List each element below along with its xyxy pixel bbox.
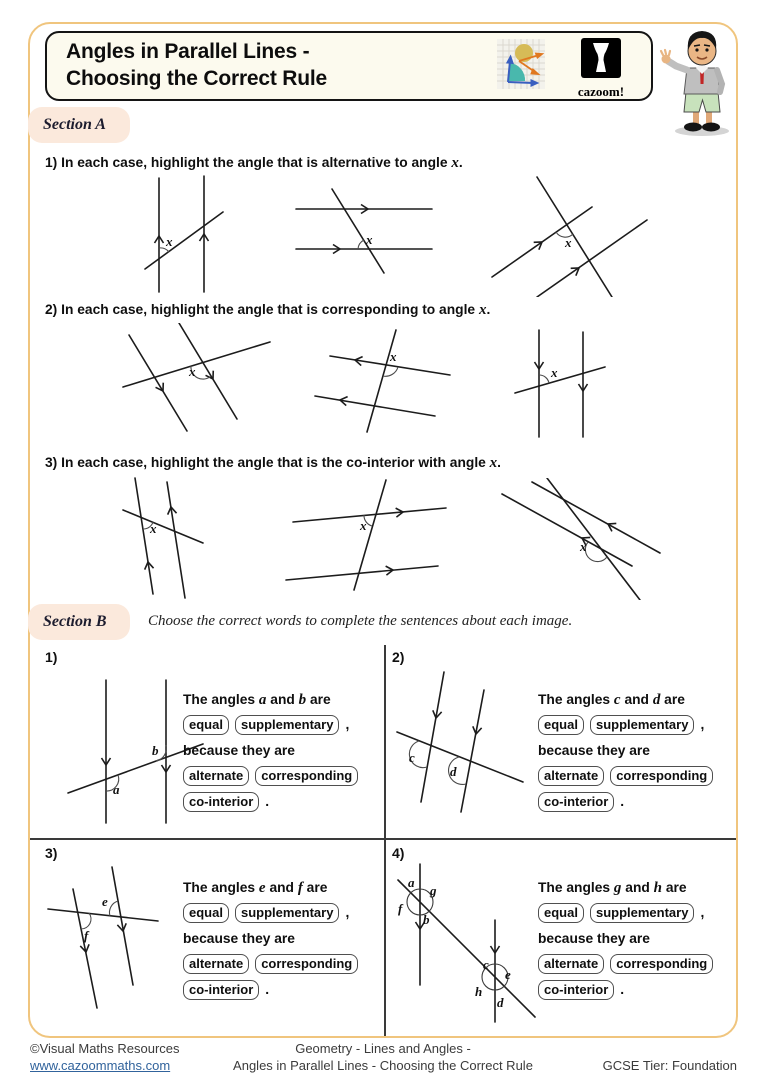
angle-label-e: e bbox=[505, 967, 511, 982]
question-a2-number: 2) bbox=[45, 302, 58, 317]
sentence-line: because they are bbox=[538, 743, 650, 758]
angle-label-h: h bbox=[475, 984, 483, 999]
question-a2: 2) In each case, highlight the angle that is corresponding to angle x. bbox=[45, 302, 491, 318]
question-a2-text: In each case, highlight the angle that is corresponding to angle bbox=[61, 302, 476, 317]
transversal-line bbox=[397, 732, 523, 782]
sentence-line: The angles a and b are bbox=[183, 692, 331, 708]
angles-illustration-icon bbox=[497, 39, 545, 89]
choice-alternate[interactable]: alternate bbox=[183, 954, 249, 974]
page-title bbox=[66, 38, 327, 92]
section-a-badge bbox=[28, 107, 130, 143]
angle-label-x: x bbox=[565, 235, 572, 250]
cazoom-logo bbox=[572, 38, 630, 100]
choice-supplementary[interactable]: supplementary bbox=[590, 903, 694, 923]
footer-topic-line-1: Geometry - Lines and Angles - bbox=[295, 1041, 471, 1056]
diagram-a2-1[interactable] bbox=[115, 323, 295, 443]
angle-label-x: x bbox=[551, 365, 558, 380]
angle-label-g: g bbox=[430, 883, 437, 898]
boy-character-illustration bbox=[656, 24, 744, 138]
parallel-line bbox=[537, 220, 647, 297]
angle-label-x: x bbox=[366, 232, 373, 247]
angle-label-c: c bbox=[483, 957, 489, 972]
transversal-line bbox=[354, 480, 386, 590]
angle-label-a: a bbox=[408, 875, 415, 890]
choice-co-interior[interactable]: co-interior bbox=[538, 980, 614, 1000]
diagram-b2[interactable] bbox=[395, 670, 545, 818]
transversal-line bbox=[547, 478, 640, 600]
parallel-line bbox=[112, 867, 133, 985]
diagram-a1-1[interactable] bbox=[137, 172, 247, 297]
transversal-line bbox=[332, 189, 384, 273]
choice-supplementary[interactable]: supplementary bbox=[235, 715, 339, 735]
parallel-line bbox=[135, 478, 153, 594]
diagram-a2-3[interactable] bbox=[495, 325, 645, 445]
angle-label-x: x bbox=[166, 234, 173, 249]
question-a1-text: In each case, highlight the angle that is alternative to angle bbox=[61, 155, 448, 170]
sentence-b3: The angles e and f are equal supplementary , because they are alternate corresponding co-interior . bbox=[183, 878, 385, 1006]
diagram-a1-2[interactable] bbox=[288, 183, 438, 278]
grid-divider-horizontal bbox=[30, 838, 736, 840]
sentence-b2: The angles c and d are equal supplementary , because they are alternate corresponding co-interior . bbox=[538, 690, 740, 818]
question-a3-number: 3) bbox=[45, 455, 58, 470]
angle-arc bbox=[81, 913, 91, 929]
title-line-2: Choosing the Correct Rule bbox=[66, 67, 328, 90]
angle-arc bbox=[109, 901, 118, 916]
angle-label-x: x bbox=[390, 349, 397, 364]
angle-label-f: f bbox=[398, 901, 403, 916]
parallel-line bbox=[286, 566, 438, 580]
angle-label-c: c bbox=[409, 750, 415, 765]
cazoom-logo-text: cazoom! bbox=[577, 84, 625, 99]
choice-equal[interactable]: equal bbox=[183, 715, 229, 735]
choice-supplementary[interactable]: supplementary bbox=[235, 903, 339, 923]
question-b3-number: 3) bbox=[45, 845, 58, 861]
parallel-line bbox=[167, 482, 185, 598]
angle-label-b: b bbox=[423, 912, 430, 927]
sentence-line: because they are bbox=[183, 743, 295, 758]
angle-label-x: x bbox=[360, 518, 367, 533]
angle-label-d: d bbox=[450, 764, 457, 779]
section-b-instruction: Choose the correct words to complete the sentences about each image. bbox=[148, 613, 573, 629]
footer-topic-line-2: Angles in Parallel Lines - Choosing the Correct Rule bbox=[233, 1058, 533, 1073]
choice-alternate[interactable]: alternate bbox=[538, 766, 604, 786]
angle-arc bbox=[358, 240, 364, 249]
choice-supplementary[interactable]: supplementary bbox=[590, 715, 694, 735]
choice-co-interior[interactable]: co-interior bbox=[538, 792, 614, 812]
choice-corresponding[interactable]: corresponding bbox=[255, 954, 358, 974]
diagram-a3-3[interactable] bbox=[492, 478, 662, 600]
sentence-line: The angles g and h are bbox=[538, 880, 687, 896]
section-b-badge bbox=[28, 604, 130, 640]
question-a3: 3) In each case, highlight the angle that is the co-interior with angle x. bbox=[45, 455, 502, 471]
diagram-b3[interactable] bbox=[30, 850, 200, 1025]
angle-label-e: e bbox=[102, 894, 108, 909]
sentence-line: The angles c and d are bbox=[538, 692, 685, 708]
sentence-line: because they are bbox=[183, 931, 295, 946]
angle-label-d: d bbox=[497, 995, 504, 1010]
question-a3-text: In each case, highlight the angle that is the co-interior with angle bbox=[61, 455, 486, 470]
choice-corresponding[interactable]: corresponding bbox=[255, 766, 358, 786]
sentence-line: The angles e and f are bbox=[183, 880, 328, 896]
parallel-line bbox=[179, 323, 237, 419]
angle-label-f: f bbox=[84, 928, 89, 943]
choice-alternate[interactable]: alternate bbox=[538, 954, 604, 974]
angle-label-b: b bbox=[152, 743, 159, 758]
question-b2-number: 2) bbox=[392, 649, 405, 665]
choice-equal[interactable]: equal bbox=[538, 903, 584, 923]
choice-corresponding[interactable]: corresponding bbox=[610, 766, 713, 786]
diagram-a3-1[interactable] bbox=[105, 472, 220, 602]
angle-label-x: x bbox=[189, 364, 196, 379]
parallel-line bbox=[293, 508, 446, 522]
choice-equal[interactable]: equal bbox=[183, 903, 229, 923]
parallel-line bbox=[315, 396, 435, 416]
cazoom-logo-mark bbox=[581, 38, 621, 78]
section-b-label: Section B bbox=[43, 613, 107, 630]
transversal-line bbox=[123, 342, 270, 387]
footer-website-link[interactable]: www.cazoommaths.com bbox=[30, 1058, 171, 1073]
transversal-line bbox=[48, 909, 158, 921]
section-a-label: Section A bbox=[43, 116, 106, 133]
diagram-a3-2[interactable] bbox=[278, 478, 453, 593]
parallel-line bbox=[73, 889, 97, 1008]
question-a1-number: 1) bbox=[45, 155, 58, 170]
angle-label-x: x bbox=[580, 539, 587, 554]
choice-co-interior[interactable]: co-interior bbox=[183, 792, 259, 812]
question-a1: 1) In each case, highlight the angle that is alternative to angle x. bbox=[45, 155, 463, 171]
diagram-a1-3[interactable] bbox=[482, 172, 662, 297]
sentence-b1: The angles a and b are equal supplementary , because they are alternate corresponding co-interior . bbox=[183, 690, 385, 818]
transversal-line bbox=[515, 367, 605, 393]
choice-equal[interactable]: equal bbox=[538, 715, 584, 735]
choice-alternate[interactable]: alternate bbox=[183, 766, 249, 786]
choice-corresponding[interactable]: corresponding bbox=[610, 954, 713, 974]
sentence-b4: The angles g and h are equal supplementary , because they are alternate corresponding co-interior . bbox=[538, 878, 740, 1006]
parallel-line bbox=[421, 672, 444, 802]
title-line-1: Angles in Parallel Lines - bbox=[66, 40, 310, 63]
transversal-line bbox=[367, 330, 396, 432]
angle-label-x: x bbox=[150, 521, 157, 536]
question-b1-number: 1) bbox=[45, 649, 58, 665]
footer-tier: GCSE Tier: Foundation bbox=[602, 1058, 737, 1073]
question-a2-variable: x bbox=[478, 302, 487, 318]
diagram-b4[interactable] bbox=[390, 852, 540, 1032]
parallel-line bbox=[461, 690, 484, 812]
question-a1-variable: x bbox=[451, 155, 459, 171]
transversal-line bbox=[123, 510, 203, 543]
transversal-line bbox=[398, 880, 535, 1017]
angle-label-a: a bbox=[113, 782, 120, 797]
question-a3-variable: x bbox=[489, 455, 498, 471]
question-b4-number: 4) bbox=[392, 845, 405, 861]
sentence-line: because they are bbox=[538, 931, 650, 946]
footer-copyright: ©Visual Maths Resources bbox=[30, 1041, 180, 1056]
choice-co-interior[interactable]: co-interior bbox=[183, 980, 259, 1000]
angle-arc bbox=[539, 375, 549, 383]
diagram-a2-2[interactable] bbox=[310, 328, 460, 436]
